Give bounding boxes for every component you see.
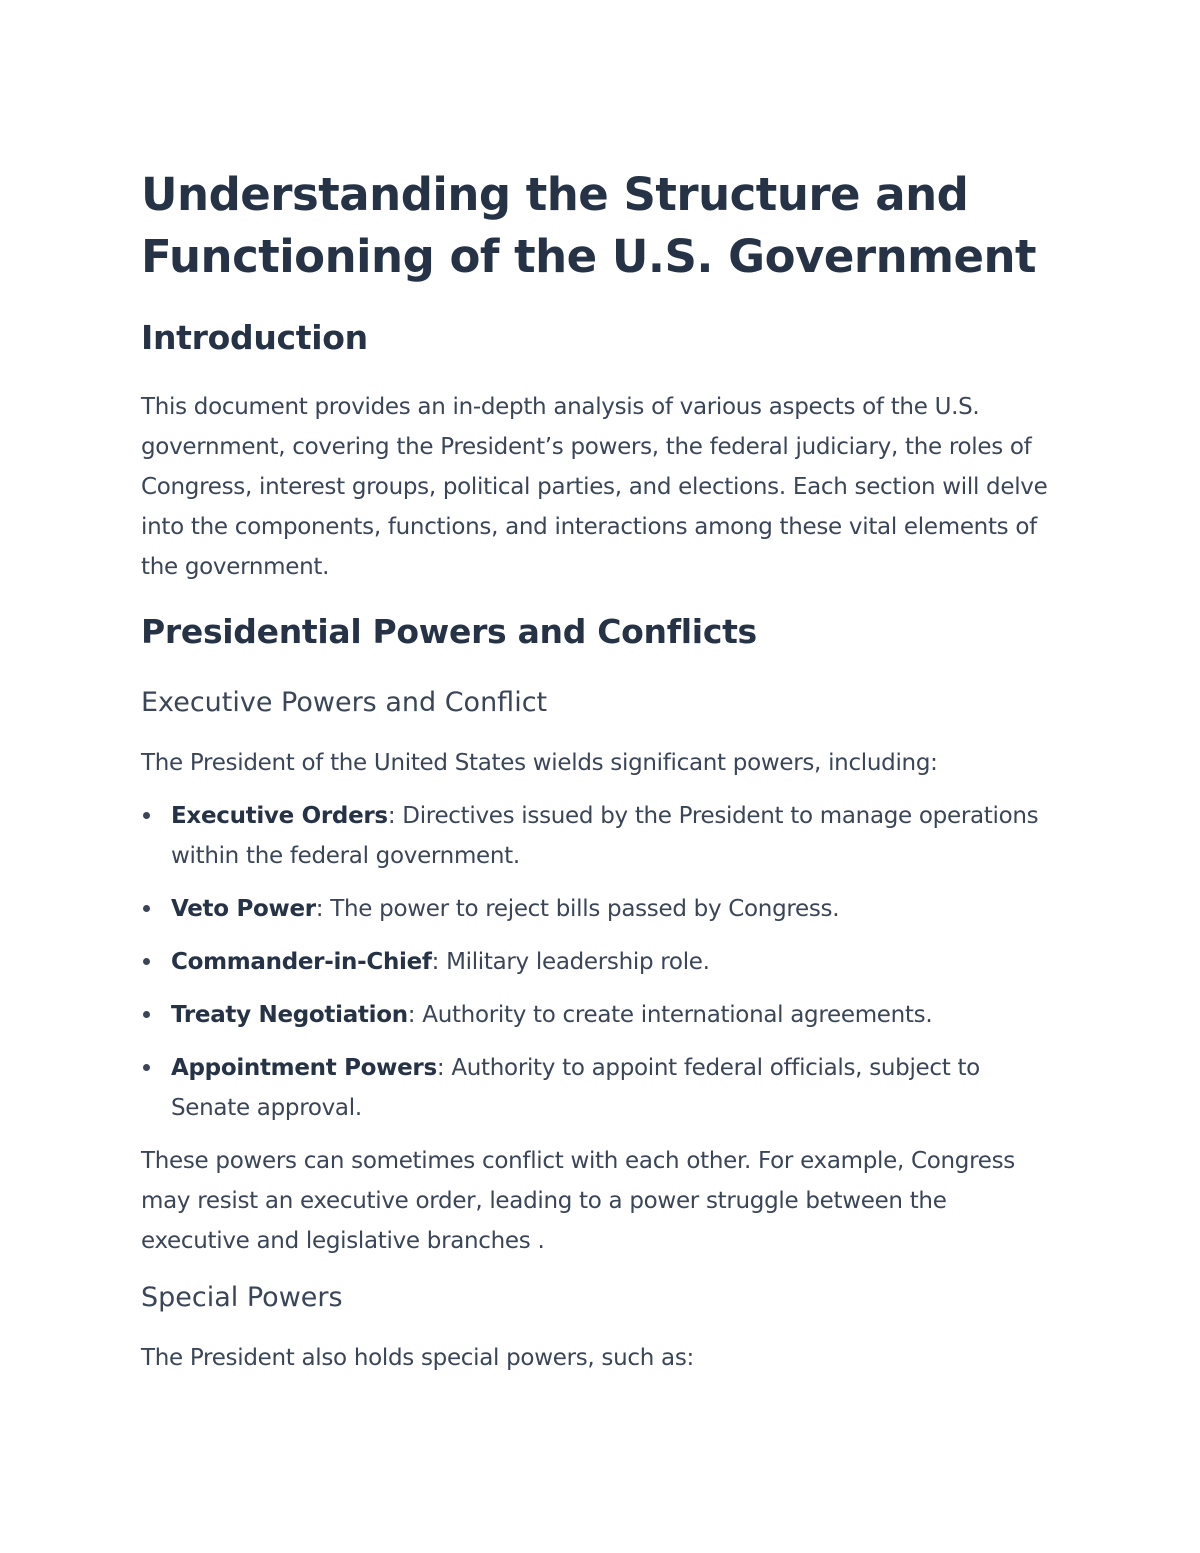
list-item-treaty-negotiation (141, 995, 1061, 1035)
list-item-veto-power (141, 889, 1061, 929)
bullet-icon (143, 812, 150, 819)
introduction-heading: Introduction (141, 318, 368, 357)
list-item-text: : Directives issued by the President to manage operations within the federal government. (171, 803, 1039, 869)
list-item-term: Executive Orders (171, 803, 388, 829)
list-item-term: Veto Power (171, 896, 316, 922)
list-item-commander-in-chief (141, 942, 1061, 982)
list-item-appointment-powers (141, 1048, 1061, 1128)
introduction-paragraph: This document provides an in-depth analysis of various aspects of the U.S. government, covering the President’s powers, the federal judiciary, the roles of Congress, interest groups, political parties, and elections. Each section will delve into the components, functions, and interactions among these vital elements of the government. (141, 394, 1048, 580)
executive-powers-lead: The President of the United States wields significant powers, including: (141, 750, 938, 776)
list-item-term: Treaty Negotiation (171, 1002, 408, 1028)
list-item-text: : Authority to appoint federal officials, subject to Senate approval. (171, 1055, 980, 1121)
bullet-icon (143, 958, 150, 965)
bullet-icon (143, 905, 150, 912)
bullet-icon (143, 1011, 150, 1018)
list-item-term: Commander-in-Chief (171, 949, 432, 975)
list-item-text: : The power to reject bills passed by Congress. (315, 896, 840, 922)
list-item-term: Appointment Powers (171, 1055, 437, 1081)
special-powers-lead: The President also holds special powers, such as: (141, 1345, 694, 1371)
list-item-text: : Authority to create international agreements. (407, 1002, 933, 1028)
executive-powers-closing: These powers can sometimes conflict with each other. For example, Congress may resist an executive order, leading to a power struggle between the executive and legislative branches . (141, 1148, 1015, 1254)
special-powers-subheading: Special Powers (141, 1282, 343, 1313)
presidential-powers-heading: Presidential Powers and Conflicts (141, 612, 757, 651)
list-item-executive-orders (141, 796, 1061, 876)
executive-powers-list (141, 796, 1061, 1141)
list-item-text: : Military leadership role. (431, 949, 710, 975)
bullet-icon (143, 1064, 150, 1071)
executive-powers-subheading: Executive Powers and Conflict (141, 687, 548, 718)
document-title: Understanding the Structure and Functioning of the U.S. Government (141, 168, 1037, 283)
